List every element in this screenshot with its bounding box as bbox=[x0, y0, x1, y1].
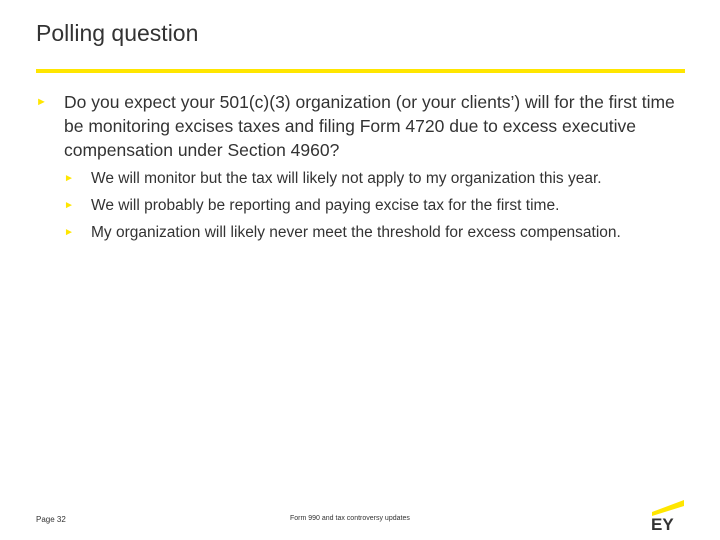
polling-question bbox=[36, 90, 696, 162]
footer-caption: Form 990 and tax controversy updates bbox=[290, 515, 410, 522]
page-number: Page 32 bbox=[36, 515, 66, 524]
answer-option-text: We will probably be reporting and paying excise tax for the first time. bbox=[91, 197, 560, 214]
slide-title: Polling question bbox=[36, 20, 199, 46]
bullet-arrow-icon: ► bbox=[36, 96, 47, 108]
bullet-arrow-icon: ► bbox=[64, 200, 74, 211]
logo-text: EY bbox=[651, 515, 674, 532]
answer-option-text: My organization will likely never meet the threshold for excess compensation. bbox=[91, 224, 621, 241]
answer-option bbox=[64, 222, 704, 244]
answer-option bbox=[64, 168, 704, 190]
question-text: Do you expect your 501(c)(3) organization (or your clients’) will for the first time be monitoring excises taxes and filing Form 4720 due to excess executive compensation under Section 4960? bbox=[64, 92, 675, 160]
bullet-arrow-icon: ► bbox=[64, 227, 74, 238]
answer-option bbox=[64, 195, 704, 217]
ey-logo-icon bbox=[650, 496, 686, 532]
title-divider bbox=[36, 69, 685, 73]
logo-beam bbox=[652, 500, 684, 516]
bullet-arrow-icon: ► bbox=[64, 173, 74, 184]
answer-options bbox=[64, 168, 704, 249]
answer-option-text: We will monitor but the tax will likely not apply to my organization this year. bbox=[91, 170, 602, 187]
